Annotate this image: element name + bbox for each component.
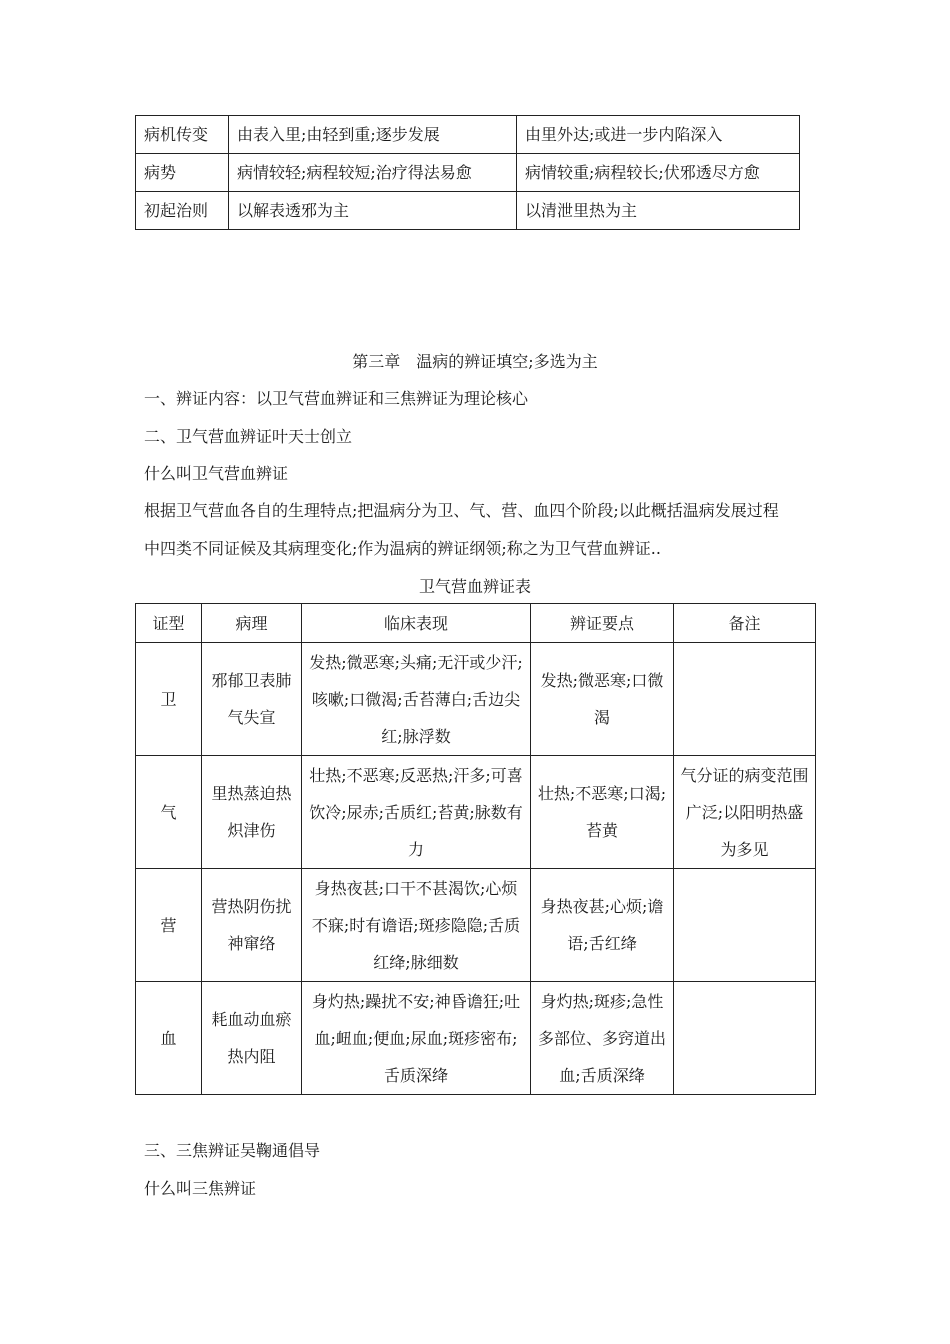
clinical-cell: 身灼热;躁扰不安;神昏谵狂;吐血;衄血;便血;尿血;斑疹密布;舌质深绛	[302, 982, 531, 1095]
pathology-cell: 邪郁卫表肺气失宣	[202, 643, 302, 756]
column-header: 病理	[202, 604, 302, 643]
paragraph: 什么叫三焦辨证	[144, 1179, 257, 1198]
paragraph: 什么叫卫气营血辨证	[144, 464, 289, 483]
type-cell: 营	[136, 869, 202, 982]
paragraph: 中四类不同证候及其病理变化;作为温病的辨证纲领;称之为卫气营血辨证..	[144, 539, 661, 558]
note-cell	[674, 869, 816, 982]
key-point-cell: 壮热;不恶寒;口渴;苔黄	[531, 756, 674, 869]
pathology-cell: 里热蒸迫热炽津伤	[202, 756, 302, 869]
table-row	[136, 154, 800, 192]
table-cell: 以解表透邪为主	[229, 192, 517, 230]
type-cell: 卫	[136, 643, 202, 756]
table-row	[136, 982, 816, 1095]
key-point-cell: 发热;微恶寒;口微渴	[531, 643, 674, 756]
table-cell: 病情较重;病程较长;伏邪透尽方愈	[517, 154, 800, 192]
note-cell	[674, 982, 816, 1095]
table-cell: 由表入里;由轻到重;逐步发展	[229, 116, 517, 154]
table-row	[136, 643, 816, 756]
table-cell: 病情较轻;病程较短;治疗得法易愈	[229, 154, 517, 192]
note-cell	[674, 643, 816, 756]
row-label: 病机传变	[136, 116, 229, 154]
table-row	[136, 116, 800, 154]
paragraph: 一、辨证内容：以卫气营血辨证和三焦辨证为理论核心	[144, 389, 529, 408]
paragraph: 二、卫气营血辨证叶天士创立	[144, 427, 353, 446]
table-row	[136, 192, 800, 230]
pathology-cell: 营热阴伤扰神窜络	[202, 869, 302, 982]
paragraph: 根据卫气营血各自的生理特点;把温病分为卫、气、营、血四个阶段;以此概括温病发展过程	[144, 501, 779, 520]
clinical-cell: 发热;微恶寒;头痛;无汗或少汗;咳嗽;口微渴;舌苔薄白;舌边尖红;脉浮数	[302, 643, 531, 756]
row-label: 初起治则	[136, 192, 229, 230]
table-cell: 以清泄里热为主	[517, 192, 800, 230]
row-label: 病势	[136, 154, 229, 192]
column-header: 临床表现	[302, 604, 531, 643]
column-header: 备注	[674, 604, 816, 643]
table-cell: 由里外达;或进一步内陷深入	[517, 116, 800, 154]
type-cell: 气	[136, 756, 202, 869]
paragraph: 三、三焦辨证吴鞠通倡导	[144, 1141, 321, 1160]
table-row	[136, 756, 816, 869]
table-header-row	[136, 604, 816, 643]
column-header: 证型	[136, 604, 202, 643]
clinical-cell: 壮热;不恶寒;反恶热;汗多;可喜饮冷;尿赤;舌质红;苔黄;脉数有力	[302, 756, 531, 869]
table-row	[136, 869, 816, 982]
comparison-table	[135, 115, 800, 230]
table-caption: 卫气营血辨证表	[418, 577, 531, 596]
key-point-cell: 身热夜甚;心烦;谵语;舌红绛	[531, 869, 674, 982]
chapter-title: 第三章 温病的辨证填空;多选为主	[352, 352, 598, 371]
type-cell: 血	[136, 982, 202, 1095]
key-point-cell: 身灼热;斑疹;急性多部位、多窍道出血;舌质深绛	[531, 982, 674, 1095]
syndrome-table	[135, 603, 816, 1095]
note-cell: 气分证的病变范围广泛;以阳明热盛为多见	[674, 756, 816, 869]
pathology-cell: 耗血动血瘀热内阻	[202, 982, 302, 1095]
clinical-cell: 身热夜甚;口干不甚渴饮;心烦不寐;时有谵语;斑疹隐隐;舌质红绛;脉细数	[302, 869, 531, 982]
column-header: 辨证要点	[531, 604, 674, 643]
